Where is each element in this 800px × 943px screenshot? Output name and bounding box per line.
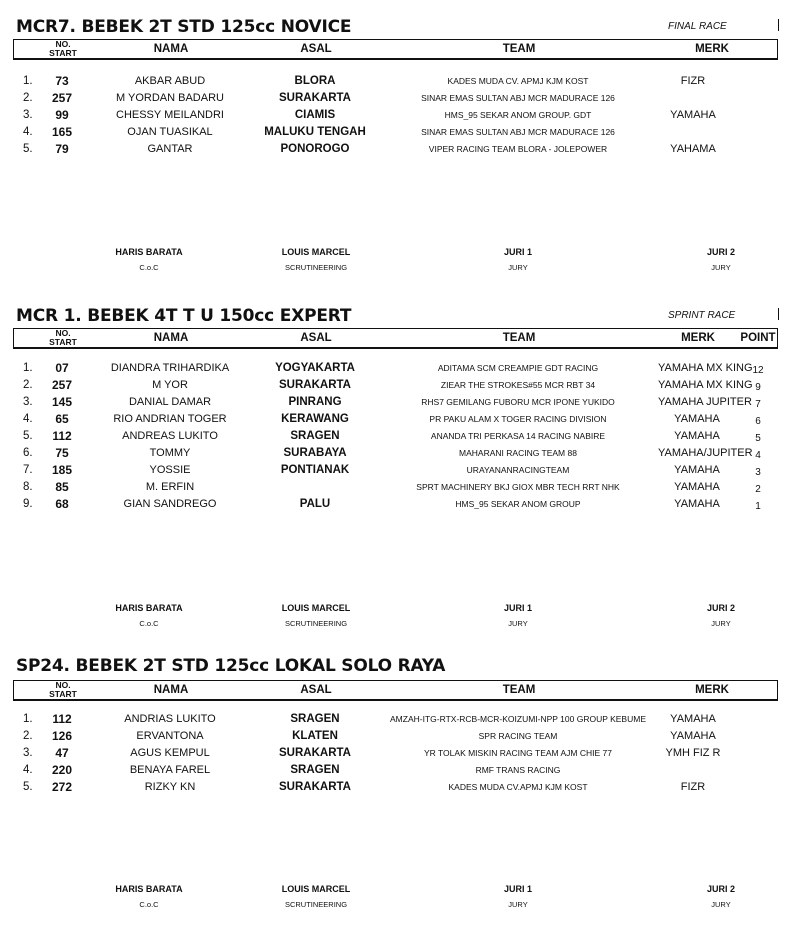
row-team: RHS7 GEMILANG FUBORU MCR IPONE YUKIDO [421,397,615,407]
row-point: 12 [752,365,764,376]
row-rider-name: GIAN SANDREGO [123,498,217,510]
row-brand: YAMAHA [674,464,720,476]
row-brand: YAMAHA JUPITER [658,396,752,408]
row-position: 5. [23,430,33,442]
row-origin: PONOROGO [280,143,350,155]
row-team: ANANDA TRI PERKASA 14 RACING NABIRE [430,431,606,441]
row-brand: YAMAHA [674,498,720,510]
row-rider-name: M. ERFIN [145,481,195,493]
row-rider-name: RIO ANDRIAN TOGER [113,413,227,425]
header-nama: NAMA [153,43,189,55]
signature-name: LOUIS MARCEL [281,884,351,894]
row-point: 1 [755,501,761,512]
row-start-number: 257 [51,378,73,392]
signature-name: HARIS BARATA [115,884,183,894]
row-team: AMZAH-ITG-RTX-RCB-MCR-KOIZUMI-NPP 100 GROUP KEBUME [390,714,646,724]
row-position: 3. [23,109,33,121]
row-team: MAHARANI RACING TEAM 88 [459,448,577,458]
row-rider-name: ANDREAS LUKITO [122,430,218,442]
signature-role: C.o.C [139,900,159,909]
row-origin: CIAMIS [294,109,336,121]
race-type-label: FINAL RACE [668,21,727,32]
row-rider-name: DANIAL DAMAR [128,396,212,408]
row-rider-name: TOMMY [149,447,191,459]
row-start-number: 185 [51,463,73,477]
row-brand: YAMAHA/JUPITER [658,447,753,459]
row-rider-name: ERVANTONA [136,730,204,742]
table-row [0,428,800,445]
row-point: 3 [755,467,761,478]
row-start-number: 47 [55,746,69,760]
row-position: 1. [23,713,33,725]
row-point: 9 [755,382,761,393]
row-origin: PINRANG [288,396,342,408]
results-table [0,711,800,796]
row-position: 3. [23,396,33,408]
row-position: 4. [23,413,33,425]
row-team: PR PAKU ALAM X TOGER RACING DIVISION [429,414,607,424]
signature-role: SCRUTINEERING [284,263,348,272]
table-row [0,411,800,428]
signature-role: JURY [711,619,731,628]
row-origin: SRAGEN [290,713,340,725]
table-row [0,711,800,728]
signature-role: JURY [508,619,528,628]
row-start-number: 99 [55,108,69,122]
row-rider-name: GANTAR [147,143,193,155]
header-team: TEAM [502,684,536,696]
signature-juri-1 [458,603,578,628]
signature-name: JURI 1 [503,603,532,613]
signature-juri-2 [661,603,781,628]
header-merk: MERK [695,684,729,696]
edge-mark [778,19,779,31]
table-row [0,107,800,124]
row-brand: FIZR [680,75,706,87]
signature-juri-2 [661,247,781,272]
signature-name: LOUIS MARCEL [281,603,351,613]
header-no-start: NO. START [49,39,77,58]
row-start-number: 65 [55,412,69,426]
table-row [0,360,800,377]
signature-role: JURY [508,900,528,909]
signature-name: JURI 2 [706,247,735,257]
row-team: SINAR EMAS SULTAN ABJ MCR MADURACE 126 [421,93,615,103]
row-brand: YAMAHA MX KING [658,379,753,391]
row-rider-name: OJAN TUASIKAL [127,126,213,138]
row-position: 2. [23,92,33,104]
signature-scrutineering [256,247,376,272]
header-asal: ASAL [300,684,332,696]
signature-coc [89,247,209,272]
row-origin [252,479,378,496]
row-start-number: 75 [55,446,69,460]
row-origin: BLORA [294,75,336,87]
row-team: URAYANANRACINGTEAM [466,465,570,475]
row-team: SPRT MACHINERY BKJ GIOX MBR TECH RRT NHK [416,482,620,492]
signature-scrutineering [256,884,376,909]
row-position: 5. [23,143,33,155]
row-team: KADES MUDA CV. APMJ KJM KOST [447,76,589,86]
header-asal: ASAL [300,43,332,55]
signature-scrutineering [256,603,376,628]
table-row [0,90,800,107]
table-row [0,141,800,158]
row-position: 4. [23,126,33,138]
table-row [0,377,800,394]
row-start-number: 79 [55,142,69,156]
row-brand: YAMAHA [670,713,716,725]
header-point: POINT [740,332,776,344]
table-row [0,462,800,479]
row-rider-name: BENAYA FAREL [129,764,211,776]
row-rider-name: YOSSIE [149,464,191,476]
row-position: 6. [23,447,33,459]
row-team: SPR RACING TEAM [478,731,558,741]
section-title: MCR 1. BEBEK 4T T U 150cc EXPERT [16,306,352,326]
table-row [0,73,800,90]
table-row [0,728,800,745]
row-origin: SURAKARTA [279,379,351,391]
table-row [0,496,800,513]
row-brand: YAMAHA [674,430,720,442]
row-brand: FIZR [680,781,706,793]
row-position: 4. [23,764,33,776]
row-position: 2. [23,730,33,742]
row-point: 2 [755,484,761,495]
row-brand: YAHAMA [670,143,716,155]
signature-juri-1 [458,884,578,909]
row-point: 4 [755,450,761,461]
signature-role: SCRUTINEERING [284,900,348,909]
race-type-label: SPRINT RACE [668,310,736,321]
header-team: TEAM [502,43,536,55]
row-team: HMS_95 SEKAR ANOM GROUP [455,499,581,509]
row-rider-name: M YORDAN BADARU [116,92,224,104]
row-origin: SURAKARTA [279,781,351,793]
row-team: YR TOLAK MISKIN RACING TEAM AJM CHIE 77 [424,748,612,758]
row-position: 9. [23,498,33,510]
row-start-number: 112 [52,429,72,443]
row-brand: YAMAHA [670,730,716,742]
row-start-number: 272 [51,780,73,794]
table-header [13,39,778,60]
row-team: VIPER RACING TEAM BLORA - JOLEPOWER [428,144,608,154]
row-position: 5. [23,781,33,793]
row-origin: SURAKARTA [279,747,351,759]
row-origin: PONTIANAK [280,464,350,476]
results-table [0,360,800,513]
signature-role: JURY [508,263,528,272]
signature-juri-2 [661,884,781,909]
edge-mark [778,308,779,320]
row-origin: SURAKARTA [279,92,351,104]
row-rider-name: ANDRIAS LUKITO [124,713,216,725]
table-row [0,762,800,779]
row-rider-name: M YOR [152,379,188,391]
row-start-number: 220 [51,763,73,777]
header-merk: MERK [695,43,729,55]
row-brand: YMH FIZ R [665,747,721,759]
header-merk: MERK [681,332,715,344]
row-position: 1. [23,75,33,87]
row-origin: SURABAYA [283,447,347,459]
results-table [0,73,800,158]
header-team: TEAM [502,332,536,344]
row-start-number: 68 [55,497,69,511]
signature-role: JURY [711,900,731,909]
row-team: ZIEAR THE STROKES#55 MCR RBT 34 [440,380,596,390]
signature-name: JURI 1 [503,884,532,894]
row-start-number: 07 [55,361,69,375]
row-origin: KERAWANG [281,413,349,425]
row-start-number: 126 [51,729,73,743]
table-header [13,328,778,349]
row-point: 7 [755,399,761,410]
row-brand: YAMAHA [674,413,720,425]
header-no-start: NO. START [49,680,77,699]
signature-name: JURI 1 [503,247,532,257]
header-nama: NAMA [153,684,189,696]
signature-name: JURI 2 [706,603,735,613]
row-origin: YOGYAKARTA [275,362,355,374]
row-team: RMF TRANS RACING [475,765,561,775]
row-start-number: 257 [51,91,73,105]
row-brand [658,762,728,779]
row-team: SINAR EMAS SULTAN ABJ MCR MADURACE 126 [421,127,615,137]
row-brand: YAMAHA MX KING [658,362,753,374]
signature-name: HARIS BARATA [115,247,183,257]
table-row [0,745,800,762]
row-position: 2. [23,379,33,391]
row-origin: MALUKU TENGAH [264,126,366,138]
row-position: 3. [23,747,33,759]
section-title: MCR7. BEBEK 2T STD 125cc NOVICE [16,17,352,37]
header-asal: ASAL [300,332,332,344]
row-rider-name: RIZKY KN [144,781,196,793]
row-brand: YAMAHA [670,109,716,121]
signature-name: JURI 2 [706,884,735,894]
signature-role: C.o.C [139,619,159,628]
signature-role: JURY [711,263,731,272]
row-origin: KLATEN [292,730,338,742]
row-start-number: 73 [55,74,69,88]
table-row [0,479,800,496]
row-brand: YAMAHA [674,481,720,493]
header-nama: NAMA [153,332,189,344]
table-row [0,124,800,141]
row-position: 7. [23,464,33,476]
header-no-start: NO. START [49,328,77,347]
row-origin: SRAGEN [290,430,340,442]
signature-name: LOUIS MARCEL [281,247,351,257]
signature-coc [89,603,209,628]
row-point: 6 [755,416,761,427]
row-rider-name: AGUS KEMPUL [130,747,210,759]
signature-name: HARIS BARATA [115,603,183,613]
signature-coc [89,884,209,909]
row-team: HMS_95 SEKAR ANOM GROUP. GDT [444,110,592,120]
row-point: 5 [755,433,761,444]
row-rider-name: AKBAR ABUD [134,75,206,87]
row-brand [658,124,728,141]
row-position: 1. [23,362,33,374]
row-start-number: 85 [55,480,69,494]
row-origin: SRAGEN [290,764,340,776]
row-position: 8. [23,481,33,493]
signature-role: SCRUTINEERING [284,619,348,628]
row-origin: PALU [299,498,331,510]
row-team: KADES MUDA CV.APMJ KJM KOST [448,782,588,792]
row-brand [658,90,728,107]
row-start-number: 145 [51,395,73,409]
row-start-number: 165 [51,125,73,139]
section-title: SP24. BEBEK 2T STD 125cc LOKAL SOLO RAYA [16,656,446,676]
signature-juri-1 [458,247,578,272]
signature-role: C.o.C [139,263,159,272]
table-row [0,779,800,796]
row-team: ADITAMA SCM CREAMPIE GDT RACING [437,363,599,373]
table-header [13,680,778,701]
row-rider-name: DIANDRA TRIHARDIKA [110,362,230,374]
table-row [0,394,800,411]
table-row [0,445,800,462]
row-rider-name: CHESSY MEILANDRI [116,109,224,121]
row-start-number: 112 [52,712,72,726]
